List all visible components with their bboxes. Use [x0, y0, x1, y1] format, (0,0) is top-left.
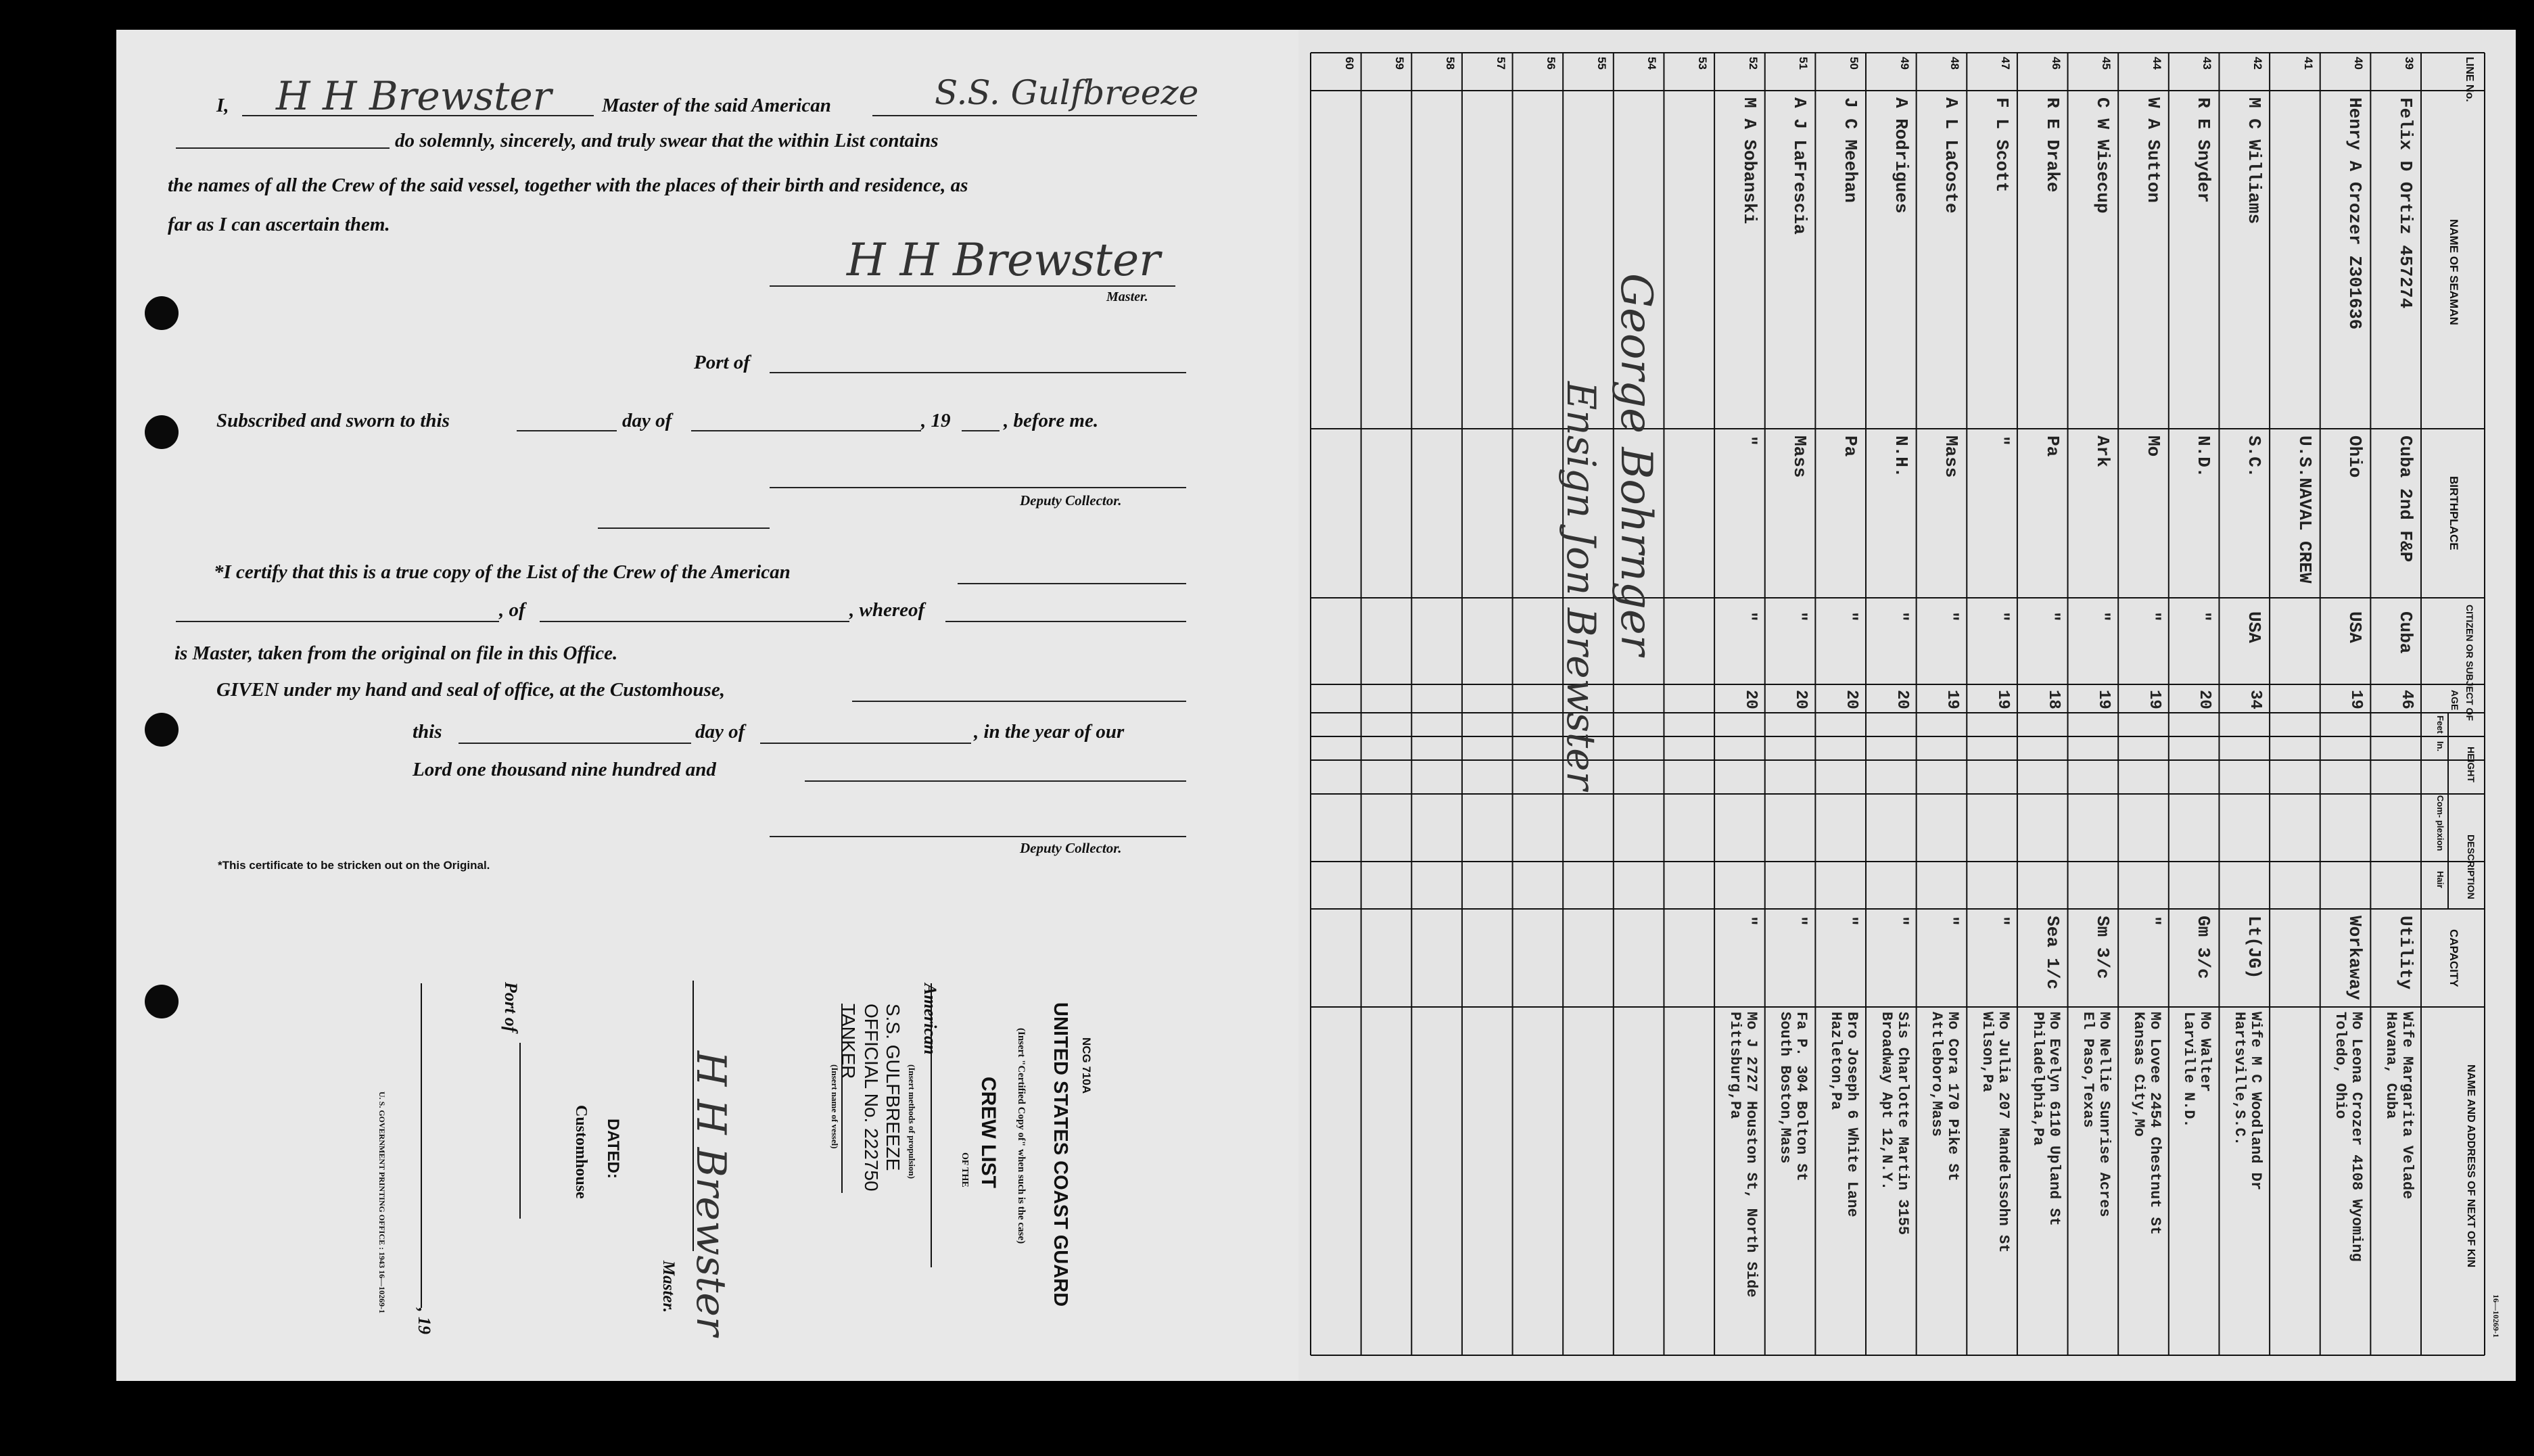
capacity: "	[1739, 916, 1760, 926]
line-number: 51	[1797, 57, 1810, 70]
birthplace: S.C.	[2244, 436, 2265, 478]
capacity: Sea 1/c	[2042, 916, 2063, 990]
age: 19	[2144, 690, 2163, 709]
age: 18	[2044, 690, 2063, 709]
master-label: Master.	[1106, 289, 1148, 304]
oath-line-3: the names of all the Crew of the said vessel, together with the places of their birth and residence, as	[168, 174, 968, 196]
next-of-kin: Mo Walter	[2197, 1012, 2214, 1092]
sworn-dayof: day of	[622, 410, 672, 431]
form-number: NCG 710A	[1080, 1037, 1093, 1094]
line-number: 56	[1545, 57, 1558, 70]
signature-2: Ensign Jon Brewster	[1557, 381, 1604, 791]
given-month-line	[760, 743, 971, 744]
next-of-kin-address: Broadway Apt 12,N.Y.	[1877, 1012, 1895, 1191]
age: 20	[1892, 690, 1911, 709]
sworn-year-line	[962, 430, 1000, 431]
deputy-line-1	[770, 487, 1186, 488]
next-of-kin: Mo Lovee 2454 Chestnut St	[2146, 1012, 2163, 1236]
master-signature: H H Brewster	[847, 234, 1160, 286]
given-text: GIVEN under my hand and seal of office, at the Customhouse,	[216, 679, 725, 701]
birthplace: U.S.NAVAL CREW	[2294, 436, 2315, 584]
citizenship: "	[2042, 611, 2063, 622]
of-the: OF THE	[960, 1152, 970, 1188]
oath-blank-line	[176, 147, 390, 149]
port-line	[770, 372, 1186, 373]
next-of-kin-address: Philadelphia,Pa	[2029, 1012, 2046, 1146]
seaman-name: M A Sobanski	[1739, 97, 1760, 225]
port-of-label: Port of	[694, 352, 750, 373]
seaman-name: Felix D Ortiz 457274	[2395, 97, 2416, 309]
birthplace: "	[1991, 436, 2012, 446]
binder-hole	[145, 985, 179, 1018]
age: 20	[1791, 690, 1810, 709]
next-of-kin-address: Hazleton,Pa	[1827, 1012, 1844, 1110]
citizenship: "	[1991, 611, 2012, 622]
certify-line-3	[540, 621, 849, 622]
line-number: 57	[1494, 57, 1507, 70]
capacity: Gm 3/c	[2193, 916, 2214, 979]
certify-of: , of	[499, 599, 525, 621]
seaman-name: Henry A Crozer Z301636	[2345, 97, 2366, 330]
next-of-kin-address: Toledo, Ohio	[2332, 1012, 2349, 1119]
header-birthplace: BIRTHPLACE	[2447, 476, 2460, 550]
birthplace: N.D.	[2193, 436, 2214, 478]
given-lord-line	[805, 780, 1186, 782]
given-line	[852, 701, 1186, 702]
cover-master-signature: H H Brewster	[687, 1051, 734, 1336]
oath-page	[116, 30, 1298, 1381]
citizenship: Cuba	[2395, 611, 2416, 654]
line-number: 53	[1696, 57, 1710, 70]
insert-certified-note: (Insert "Certified Copy of" when such is the case)	[1016, 1028, 1027, 1244]
next-of-kin-address: Havana, Cuba	[2383, 1012, 2399, 1119]
cover-master-line	[693, 981, 694, 1251]
vessel-type: TANKER	[838, 1004, 859, 1079]
vessel-name: S.S. GULFBREEZE	[883, 1004, 904, 1171]
vessel-handwritten: S.S. Gulfbreeze	[935, 73, 1199, 112]
binder-hole	[145, 415, 179, 449]
seaman-name: A J LaFrescia	[1789, 97, 1810, 235]
citizenship: "	[2193, 611, 2214, 622]
given-lord: Lord one thousand nine hundred and	[413, 759, 716, 780]
header-line-no: LINE No.	[2464, 57, 2475, 102]
next-of-kin-address: Hartsville,S.C.	[2231, 1012, 2249, 1146]
citizenship: "	[1840, 611, 1860, 622]
capacity: Workaway	[2345, 916, 2366, 1000]
binder-hole	[145, 713, 179, 747]
insert-propulsion: (Insert methods of propulsion)	[907, 1064, 917, 1179]
next-of-kin-address: Attleboro,Mass	[1928, 1012, 1946, 1137]
next-of-kin-address: Larville N.D.	[2180, 1012, 2198, 1128]
deputy-line-2	[770, 836, 1186, 837]
age: 46	[2397, 690, 2416, 709]
footnote: *This certificate to be stricken out on the Original.	[218, 859, 490, 872]
header-citizen: CITIZEN OR SUBJECT OF	[2464, 605, 2475, 721]
next-of-kin: Wife Margarita Velade	[2399, 1012, 2416, 1200]
customhouse-label: Customhouse	[572, 1105, 590, 1199]
vessel-line	[872, 115, 1197, 116]
header-inches: In.	[2435, 741, 2445, 752]
line-number: 48	[1948, 57, 1962, 70]
age: 20	[2195, 690, 2214, 709]
master-line	[242, 115, 594, 116]
certify-line-2	[176, 621, 499, 622]
next-of-kin-address: Wilson,Pa	[1978, 1012, 1996, 1092]
header-height: HEIGHT	[2466, 747, 2477, 782]
given-this-line	[459, 743, 691, 744]
header-age: AGE	[2449, 690, 2460, 711]
capacity: Sm 3/c	[2092, 916, 2113, 979]
birthplace: Mass	[1941, 436, 1962, 478]
next-of-kin: Mo Nellie Sunrise Acres	[2096, 1012, 2113, 1217]
master-signature-line	[770, 285, 1175, 287]
birthplace: Ark	[2092, 436, 2113, 467]
next-of-kin-address: El Paso,Texas	[2080, 1012, 2097, 1128]
line-number: 47	[1998, 57, 2012, 70]
next-of-kin: Sis Charlotte Martin 3155	[1894, 1012, 1911, 1236]
sworn-text: Subscribed and sworn to this	[216, 410, 450, 431]
line-number: 58	[1443, 57, 1457, 70]
next-of-kin: Mo J 2727 Houston St, North Side	[1742, 1012, 1760, 1298]
header-feet: Feet	[2435, 715, 2445, 734]
given-year-of-our: , in the year of our	[974, 721, 1125, 743]
age: 20	[1842, 690, 1860, 709]
next-of-kin: Bro Joseph 6 White Lane	[1844, 1012, 1860, 1217]
citizenship: "	[2092, 611, 2113, 622]
seaman-name: R E Snyder	[2193, 97, 2214, 204]
sworn-before-me: , before me.	[1004, 410, 1099, 431]
line-number: 42	[2251, 57, 2265, 70]
birthplace: Mo	[2142, 436, 2163, 457]
next-of-kin: Mo Julia 207 Mandelssohn St	[1994, 1012, 2012, 1253]
age: 34	[2246, 690, 2265, 709]
american-label: American	[920, 983, 940, 1055]
certify-line-4	[945, 621, 1186, 622]
american-line	[931, 983, 932, 1267]
seaman-name: A Rodrigues	[1890, 97, 1911, 214]
birthplace: Cuba 2nd F&P	[2395, 436, 2416, 563]
signature-1: George Bohrnger	[1611, 273, 1662, 656]
seaman-name: W A Sutton	[2142, 97, 2163, 204]
birthplace: N.H.	[1890, 436, 1911, 478]
citizenship: "	[1941, 611, 1962, 622]
age: 19	[2094, 690, 2113, 709]
birthplace: Pa	[1840, 436, 1860, 457]
given-dayof: day of	[695, 721, 745, 743]
age: 19	[1993, 690, 2012, 709]
given-this: this	[413, 721, 442, 743]
sworn-day-line	[517, 430, 617, 431]
deputy-collector-1: Deputy Collector.	[1020, 492, 1122, 509]
oath-line-4: far as I can ascertain them.	[168, 214, 390, 235]
line-number: 60	[1342, 57, 1356, 70]
certify-master: is Master, taken from the original on file in this Office.	[174, 642, 618, 664]
header-hair: Hair	[2435, 871, 2445, 889]
line-number: 55	[1595, 57, 1608, 70]
next-of-kin-address: Kansas City,Mo	[2130, 1012, 2147, 1137]
dated-label: DATED:	[604, 1119, 622, 1179]
cover-master-label: Master.	[659, 1261, 678, 1313]
header-name: NAME OF SEAMAN	[2447, 219, 2460, 325]
capacity: "	[1890, 916, 1911, 926]
line-number: 49	[1898, 57, 1911, 70]
cover-port-label: Port of	[501, 982, 521, 1033]
capacity: "	[2142, 916, 2163, 926]
birthplace: "	[1739, 436, 1760, 446]
citizenship: USA	[2345, 611, 2366, 643]
header-capacity: CAPACITY	[2447, 929, 2460, 987]
capacity: "	[1941, 916, 1962, 926]
line-number: 39	[2403, 57, 2416, 70]
agency-title: UNITED STATES COAST GUARD	[1050, 1002, 1071, 1307]
next-of-kin: Fa P. 304 Bolton St	[1793, 1012, 1810, 1181]
deputy-collector-2: Deputy Collector.	[1020, 840, 1122, 856]
line-number: 44	[2150, 57, 2163, 70]
age: 19	[1943, 690, 1962, 709]
printer-line: U. S. GOVERNMENT PRINTING OFFICE : 1943 16—10269-1	[377, 1091, 387, 1314]
header-complexion: Com- plexion	[2435, 795, 2445, 851]
insert-vessel-name: (Insert name of vessel)	[830, 1064, 840, 1149]
line-number: 54	[1645, 57, 1659, 70]
citizenship: USA	[2244, 611, 2265, 643]
oath-i: I,	[216, 95, 229, 116]
capacity: Lt(JG)	[2244, 916, 2265, 979]
certify-whereof: , whereof	[849, 599, 925, 621]
age: 19	[2347, 690, 2366, 709]
line-number: 50	[1848, 57, 1860, 70]
capacity: "	[1789, 916, 1810, 926]
seaman-name: A L LaCoste	[1941, 97, 1962, 214]
crew-list-title: CREW LIST	[977, 1077, 1000, 1188]
next-of-kin: Mo Cora 170 Pike St	[1944, 1012, 1962, 1181]
binder-hole	[145, 296, 179, 330]
crew-table-page	[1298, 30, 2516, 1381]
citizenship: "	[1789, 611, 1810, 622]
oath-line-2: do solemnly, sincerely, and truly swear that the within List contains	[395, 130, 939, 151]
capacity: "	[1840, 916, 1860, 926]
oath-master-of: Master of the said American	[602, 95, 831, 116]
master-signature-top: H H Brewster	[276, 73, 552, 119]
citizenship: "	[1890, 611, 1911, 622]
line-number: 46	[2049, 57, 2063, 70]
next-of-kin-address: Pittsburg,Pa	[1726, 1012, 1743, 1119]
seaman-name: R E Drake	[2042, 97, 2063, 193]
line-number: 45	[2100, 57, 2113, 70]
seaman-name: M C Williams	[2244, 97, 2265, 225]
seaman-name: C W Wisecup	[2092, 97, 2113, 214]
next-of-kin: Mo Leona Crozer 4108 Wyoming	[2348, 1012, 2366, 1262]
next-of-kin: Mo Evelyn 6110 Upland St	[2045, 1012, 2063, 1226]
birthplace: Pa	[2042, 436, 2063, 457]
citizenship: "	[2142, 611, 2163, 622]
birthplace: Mass	[1789, 436, 1810, 478]
vessel-name-line	[841, 1004, 843, 1193]
cover-date-line	[421, 983, 422, 1308]
sworn-month-line	[691, 430, 921, 431]
capacity: "	[1991, 916, 2012, 926]
sworn-year: , 19	[921, 410, 951, 431]
certify-text: *I certify that this is a true copy of the List of the Crew of the American	[214, 561, 791, 583]
certify-line-1	[958, 583, 1186, 584]
header-description: DESCRIPTION	[2466, 835, 2477, 899]
line-number: 59	[1393, 57, 1407, 70]
divider-line	[598, 527, 770, 529]
capacity: Utility	[2395, 916, 2416, 990]
official-number: OFFICIAL No. 222750	[861, 1004, 882, 1192]
line-number: 41	[2301, 57, 2315, 70]
seaman-name: J C Meehan	[1840, 97, 1860, 204]
header-kin: NAME AND ADDRESS OF NEXT OF KIN	[2465, 1064, 2477, 1268]
line-number: 43	[2201, 57, 2214, 70]
citizenship: "	[1739, 611, 1760, 622]
cover-port-line	[519, 1043, 521, 1219]
next-of-kin-address: South Boston,Mass	[1777, 1012, 1794, 1164]
line-number: 40	[2352, 57, 2366, 70]
age: 20	[1741, 690, 1760, 709]
cover-year: , 19	[415, 1308, 434, 1334]
birthplace: Ohio	[2345, 436, 2366, 478]
form-code: 16—10269-1	[2491, 1294, 2501, 1338]
next-of-kin: Wife M C Woodland Dr	[2247, 1012, 2265, 1191]
line-number: 52	[1746, 57, 1760, 70]
seaman-name: F L Scott	[1991, 97, 2012, 193]
